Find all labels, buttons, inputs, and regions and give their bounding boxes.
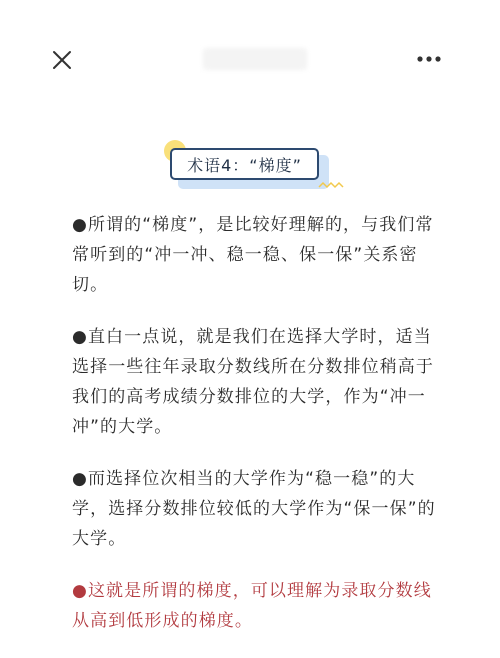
bullet-icon: ● [72, 581, 88, 601]
article-body [72, 210, 437, 658]
term-heading [160, 138, 350, 196]
paragraph-4-highlight [72, 576, 437, 636]
bullet-icon: ● [72, 215, 88, 235]
bullet-icon: ● [72, 327, 88, 347]
paragraph-text: 直白一点说，就是我们在选择大学时，适当选择一些往年录取分数线所在分数排位稍高于我们的高考成绩分数排位的大学，作为“冲一冲”的大学。 [72, 327, 434, 437]
term-heading-label: 术语4：“梯度” [170, 148, 319, 180]
close-icon[interactable] [50, 48, 74, 72]
more-icon[interactable] [414, 46, 444, 72]
paragraph-text: 而选择位次相当的大学作为“稳一稳”的大学，选择分数排位较低的大学作为“保一保”的大学。 [72, 469, 436, 549]
paragraph-text: 所谓的“梯度”，是比较好理解的，与我们常常听到的“冲一冲、稳一稳、保一保”关系密切。 [72, 215, 434, 295]
paragraph-1 [72, 210, 437, 300]
paragraph-3 [72, 464, 437, 554]
paragraph-text: 这就是所谓的梯度，可以理解为录取分数线从高到低形成的梯度。 [72, 581, 432, 631]
zigzag-decoration [318, 180, 344, 190]
bullet-icon: ● [72, 469, 88, 489]
paragraph-2 [72, 322, 437, 442]
blurred-title [203, 48, 307, 70]
top-bar [0, 0, 500, 120]
